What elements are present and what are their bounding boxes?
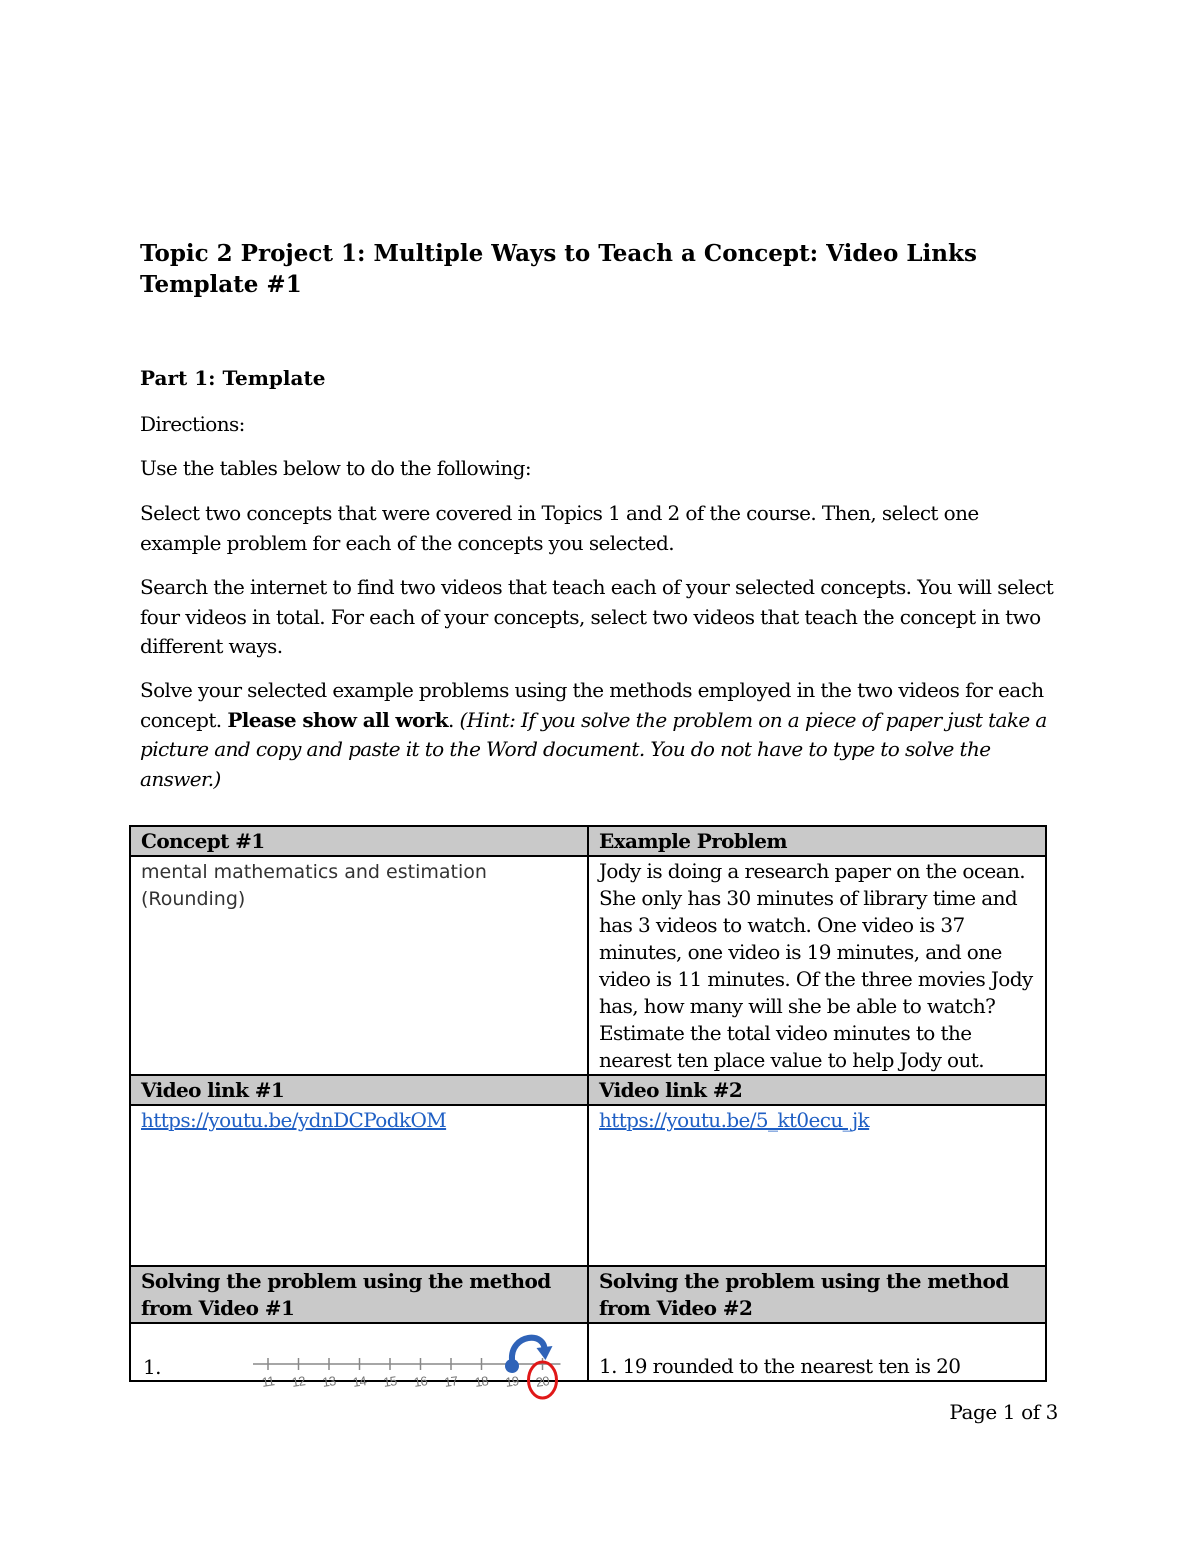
number-line-tick-label: 20 xyxy=(534,1373,551,1390)
search-internet-text: Search the internet to find two videos that teach each of your selected concepts. You will select four videos in total. For each of your concepts, select two videos that teach the concept in two different ways. xyxy=(140,575,1054,658)
video1-link[interactable]: https://youtu.be/ydnDCPodkOM xyxy=(141,1108,447,1132)
select-concepts-text: Select two concepts that were covered in Topics 1 and 2 of the course. Then, select one example problem for each of the concepts you selected. xyxy=(140,501,979,555)
number-line-tick-label: 12 xyxy=(290,1373,307,1390)
use-tables-text: Use the tables below to do the following: xyxy=(140,456,531,480)
solve1-cell xyxy=(130,1323,588,1390)
number-line-tick-label: 18 xyxy=(473,1373,490,1390)
video2-link[interactable]: https://youtu.be/5_kt0ecu_jk xyxy=(599,1108,870,1132)
example-problem-cell: Jody is doing a research paper on the ocean. She only has 30 minutes of library time and has 3 videos to watch. One video is 37 minutes, one video is 19 minutes, and one video is 11 minutes. Of the three movies Jody has, how many will she be able to watch? Estimate the total video minutes to the nearest ten place value to help Jody out. xyxy=(588,856,1046,1075)
solve1-header: Solving the problem using the method from Video #1 xyxy=(130,1266,588,1323)
video1-header: Video link #1 xyxy=(130,1075,588,1105)
number-line-tick-label: 17 xyxy=(443,1373,459,1390)
solve-instructions xyxy=(140,676,1060,794)
number-line-tick-label: 15 xyxy=(382,1373,398,1390)
number-line-arrowhead xyxy=(537,1346,553,1360)
solve1-number: 1. xyxy=(143,1355,161,1379)
video2-header: Video link #2 xyxy=(588,1075,1046,1105)
number-line-image xyxy=(251,1324,581,1402)
number-line-tick-label: 13 xyxy=(321,1373,337,1390)
page-number: Page 1 of 3 xyxy=(949,1400,1058,1424)
solve-period: . xyxy=(448,707,460,732)
concept-header: Concept #1 xyxy=(130,826,588,856)
solve-bold: Please show all work xyxy=(227,707,448,732)
template-table xyxy=(129,825,1047,1390)
directions-label: Directions: xyxy=(140,412,245,436)
number-line-tick-label: 19 xyxy=(504,1373,520,1390)
number-line-tick-label: 16 xyxy=(412,1373,429,1390)
solve2-header: Solving the problem using the method from Video #2 xyxy=(588,1266,1046,1323)
part-heading: Part 1: Template xyxy=(140,366,326,390)
video2-cell xyxy=(588,1105,1046,1266)
solve-hint: (Hint: If you solve the problem on a piece of paper just take a picture and copy and paste it to the Word document. You do not have to type to solve the answer.) xyxy=(140,707,1047,791)
number-line-tick-label: 14 xyxy=(351,1373,368,1390)
solve-prefix: Solve your selected example problems using the methods employed in the two videos for each concept. xyxy=(140,678,1044,732)
document-title: Topic 2 Project 1: Multiple Ways to Teach a Concept: Video Links Template #1 xyxy=(140,240,977,298)
concept-value: mental mathematics and estimation (Rounding) xyxy=(141,861,487,910)
solve2-answer: 1. 19 rounded to the nearest ten is 20 xyxy=(599,1354,961,1378)
video1-cell xyxy=(130,1105,588,1266)
concept-cell xyxy=(130,856,588,1075)
number-line-tick-label: 11 xyxy=(260,1373,276,1390)
example-header: Example Problem xyxy=(588,826,1046,856)
solve2-cell xyxy=(588,1323,1046,1381)
